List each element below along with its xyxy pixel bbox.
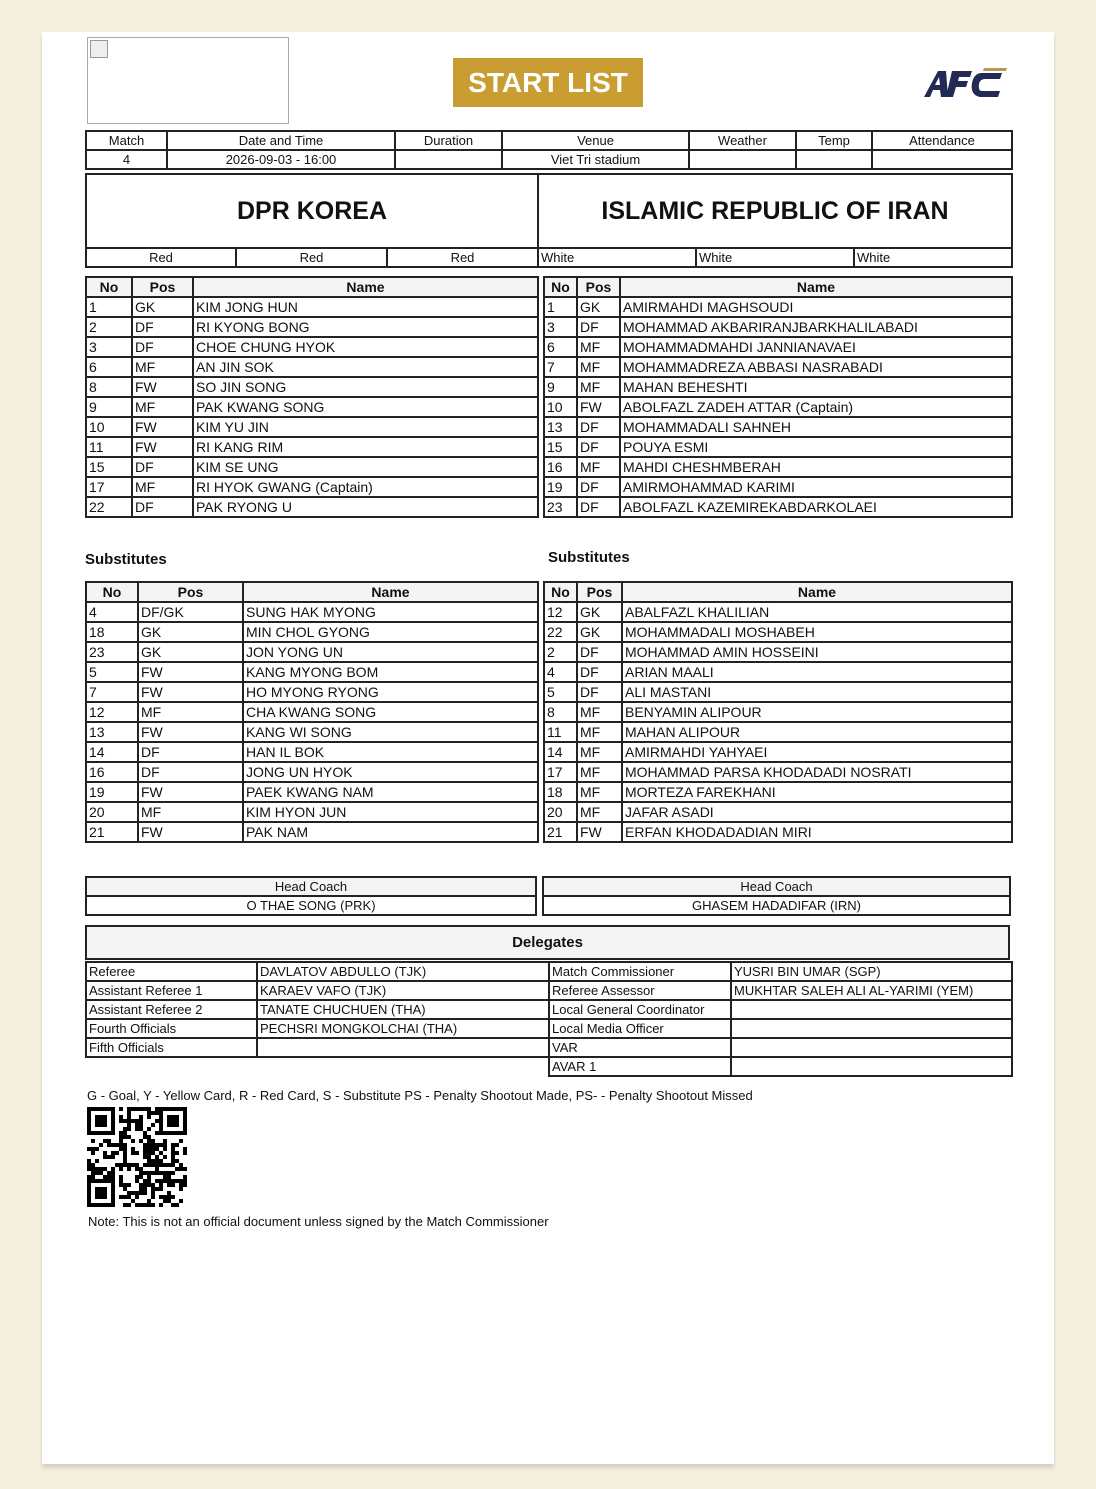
delegate-row xyxy=(86,1019,549,1038)
player-name: AN JIN SOK xyxy=(193,357,538,377)
player-name: KANG MYONG BOM xyxy=(243,662,538,682)
player-name: MOHAMMADALI SAHNEH xyxy=(620,417,1012,437)
col-name: Name xyxy=(243,582,538,602)
player-row xyxy=(86,337,538,357)
player-position: GK xyxy=(138,622,243,642)
player-number: 8 xyxy=(544,702,577,722)
delegate-name: TANATE CHUCHUEN (THA) xyxy=(257,1000,549,1019)
delegate-role: VAR xyxy=(549,1038,731,1057)
header-duration: Duration xyxy=(395,131,502,150)
match-info-value-row xyxy=(86,150,1012,169)
player-name: MOHAMMAD AMIN HOSSEINI xyxy=(622,642,1012,662)
delegate-role: Fourth Officials xyxy=(86,1019,257,1038)
delegate-role: Local Media Officer xyxy=(549,1019,731,1038)
player-name: JAFAR ASADI xyxy=(622,802,1012,822)
player-name: AMIRMAHDI YAHYAEI xyxy=(622,742,1012,762)
delegate-role: Referee xyxy=(86,962,257,981)
player-position: MF xyxy=(577,457,620,477)
player-number: 10 xyxy=(544,397,577,417)
match-attendance xyxy=(872,150,1012,169)
header-weather: Weather xyxy=(689,131,796,150)
player-number: 8 xyxy=(86,377,132,397)
player-row xyxy=(86,497,538,517)
player-name: RI KANG RIM xyxy=(193,437,538,457)
match-venue: Viet Tri stadium xyxy=(502,150,689,169)
player-position: MF xyxy=(577,357,620,377)
delegate-row xyxy=(86,1038,549,1057)
player-name: PAEK KWANG NAM xyxy=(243,782,538,802)
player-position: DF xyxy=(132,337,193,357)
player-position: DF xyxy=(138,742,243,762)
player-row xyxy=(544,622,1012,642)
player-number: 18 xyxy=(86,622,138,642)
away-substitutes-label: Substitutes xyxy=(548,549,630,566)
player-number: 15 xyxy=(544,437,577,457)
player-position: DF xyxy=(577,417,620,437)
player-name: MAHAN BEHESHTI xyxy=(620,377,1012,397)
player-number: 3 xyxy=(86,337,132,357)
player-position: FW xyxy=(132,377,193,397)
player-name: MOHAMMADALI MOSHABEH xyxy=(622,622,1012,642)
player-name: HO MYONG RYONG xyxy=(243,682,538,702)
player-name: ERFAN KHODADADIAN MIRI xyxy=(622,822,1012,842)
player-name: PAK RYONG U xyxy=(193,497,538,517)
player-number: 20 xyxy=(544,802,577,822)
player-number: 12 xyxy=(86,702,138,722)
player-name: CHA KWANG SONG xyxy=(243,702,538,722)
player-name: BENYAMIN ALIPOUR xyxy=(622,702,1012,722)
player-name: HAN IL BOK xyxy=(243,742,538,762)
delegate-name: KARAEV VAFO (TJK) xyxy=(257,981,549,1000)
player-position: MF xyxy=(132,397,193,417)
match-duration xyxy=(395,150,502,169)
player-number: 1 xyxy=(544,297,577,317)
player-number: 11 xyxy=(86,437,132,457)
player-name: MOHAMMAD AKBARIRANJBARKHALILABADI xyxy=(620,317,1012,337)
player-number: 5 xyxy=(86,662,138,682)
player-position: GK xyxy=(577,602,622,622)
team-names-table xyxy=(85,173,1013,249)
player-position: GK xyxy=(132,297,193,317)
player-number: 7 xyxy=(86,682,138,702)
player-row xyxy=(86,297,538,317)
header-venue: Venue xyxy=(502,131,689,150)
player-name: PAK KWANG SONG xyxy=(193,397,538,417)
player-position: FW xyxy=(577,397,620,417)
player-number: 5 xyxy=(544,682,577,702)
delegate-row xyxy=(549,962,1012,981)
delegate-name: DAVLATOV ABDULLO (TJK) xyxy=(257,962,549,981)
match-number: 4 xyxy=(86,150,167,169)
home-socks-color: Red xyxy=(387,248,538,267)
player-name: ALI MASTANI xyxy=(622,682,1012,702)
col-name: Name xyxy=(193,277,538,297)
start-list-document xyxy=(42,32,1054,1464)
header-attendance: Attendance xyxy=(872,131,1012,150)
player-row xyxy=(86,417,538,437)
delegate-name xyxy=(731,1057,1012,1076)
player-name: KIM HYON JUN xyxy=(243,802,538,822)
player-name: ABOLFAZL ZADEH ATTAR (Captain) xyxy=(620,397,1012,417)
player-position: FW xyxy=(138,682,243,702)
col-no: No xyxy=(86,277,132,297)
player-row xyxy=(86,602,538,622)
player-row xyxy=(544,682,1012,702)
player-number: 7 xyxy=(544,357,577,377)
player-name: MORTEZA FAREKHANI xyxy=(622,782,1012,802)
player-position: GK xyxy=(577,622,622,642)
player-position: FW xyxy=(577,822,622,842)
away-team-name: ISLAMIC REPUBLIC OF IRAN xyxy=(538,174,1012,248)
player-name: KIM SE UNG xyxy=(193,457,538,477)
player-position: MF xyxy=(577,702,622,722)
away-head-coach-name: GHASEM HADADIFAR (IRN) xyxy=(543,896,1010,915)
player-row xyxy=(86,762,538,782)
delegate-name xyxy=(257,1038,549,1057)
player-number: 17 xyxy=(544,762,577,782)
col-pos: Pos xyxy=(577,582,622,602)
player-name: PAK NAM xyxy=(243,822,538,842)
player-number: 18 xyxy=(544,782,577,802)
player-row xyxy=(544,742,1012,762)
player-number: 21 xyxy=(544,822,577,842)
player-name: SO JIN SONG xyxy=(193,377,538,397)
player-position: GK xyxy=(577,297,620,317)
home-head-coach-name: O THAE SONG (PRK) xyxy=(86,896,536,915)
player-number: 4 xyxy=(544,662,577,682)
qr-code-icon xyxy=(87,1107,187,1207)
player-row xyxy=(86,477,538,497)
broken-image-icon xyxy=(90,40,108,58)
delegate-row xyxy=(86,1000,549,1019)
player-row xyxy=(86,397,538,417)
player-number: 19 xyxy=(86,782,138,802)
player-name: POUYA ESMI xyxy=(620,437,1012,457)
player-row xyxy=(544,702,1012,722)
player-position: DF xyxy=(577,682,622,702)
player-number: 17 xyxy=(86,477,132,497)
home-head-coach-label: Head Coach xyxy=(86,877,536,896)
away-starters-table xyxy=(543,276,1013,518)
player-position: GK xyxy=(138,642,243,662)
player-position: DF xyxy=(132,457,193,477)
header-date-time: Date and Time xyxy=(167,131,395,150)
player-name: SUNG HAK MYONG xyxy=(243,602,538,622)
player-name: MIN CHOL GYONG xyxy=(243,622,538,642)
delegate-name: MUKHTAR SALEH ALI AL-YARIMI (YEM) xyxy=(731,981,1012,1000)
player-row xyxy=(86,317,538,337)
player-position: MF xyxy=(132,357,193,377)
player-row xyxy=(86,377,538,397)
player-row xyxy=(544,497,1012,517)
player-number: 22 xyxy=(544,622,577,642)
player-row xyxy=(86,682,538,702)
away-socks-color: White xyxy=(854,248,1012,267)
player-position: MF xyxy=(577,762,622,782)
delegate-name xyxy=(731,1038,1012,1057)
player-number: 22 xyxy=(86,497,132,517)
player-row xyxy=(544,417,1012,437)
player-number: 19 xyxy=(544,477,577,497)
player-name: KIM JONG HUN xyxy=(193,297,538,317)
player-row xyxy=(86,722,538,742)
player-name: CHOE CHUNG HYOK xyxy=(193,337,538,357)
away-head-coach-table xyxy=(542,876,1011,916)
player-row xyxy=(544,437,1012,457)
home-shirt-color: Red xyxy=(86,248,236,267)
col-no: No xyxy=(544,582,577,602)
player-position: MF xyxy=(138,702,243,722)
player-number: 2 xyxy=(86,317,132,337)
player-row xyxy=(86,702,538,722)
header-match: Match xyxy=(86,131,167,150)
player-number: 21 xyxy=(86,822,138,842)
away-kit-colors xyxy=(537,247,1013,268)
match-info-header-row xyxy=(86,131,1012,150)
match-info-table xyxy=(85,130,1013,170)
col-no: No xyxy=(544,277,577,297)
player-number: 9 xyxy=(86,397,132,417)
home-substitutes-label: Substitutes xyxy=(85,551,167,568)
delegate-row xyxy=(549,981,1012,1000)
home-kit-colors xyxy=(85,247,539,268)
home-subs-table xyxy=(85,581,539,843)
player-row xyxy=(86,742,538,762)
player-number: 13 xyxy=(544,417,577,437)
player-position: DF/GK xyxy=(138,602,243,622)
player-row xyxy=(544,337,1012,357)
player-name: ABOLFAZL KAZEMIREKABDARKOLAEI xyxy=(620,497,1012,517)
player-position: MF xyxy=(132,477,193,497)
player-row xyxy=(544,297,1012,317)
player-number: 1 xyxy=(86,297,132,317)
player-row xyxy=(544,762,1012,782)
col-pos: Pos xyxy=(138,582,243,602)
card-legend: G - Goal, Y - Yellow Card, R - Red Card, S - Substitute PS - Penalty Shootout Made, PS- - Penalty Shootout Missed xyxy=(87,1088,753,1103)
col-name: Name xyxy=(622,582,1012,602)
player-position: FW xyxy=(138,822,243,842)
away-subs-table xyxy=(543,581,1013,843)
player-name: MAHDI CHESHMBERAH xyxy=(620,457,1012,477)
player-position: MF xyxy=(577,742,622,762)
player-name: ABALFAZL KHALILIAN xyxy=(622,602,1012,622)
delegate-row xyxy=(549,1000,1012,1019)
player-number: 14 xyxy=(86,742,138,762)
player-number: 16 xyxy=(544,457,577,477)
player-position: MF xyxy=(577,802,622,822)
player-number: 6 xyxy=(86,357,132,377)
player-row xyxy=(544,397,1012,417)
delegate-row xyxy=(549,1038,1012,1057)
away-head-coach-label: Head Coach xyxy=(543,877,1010,896)
player-row xyxy=(86,822,538,842)
player-number: 23 xyxy=(544,497,577,517)
col-pos: Pos xyxy=(577,277,620,297)
player-position: FW xyxy=(132,437,193,457)
player-position: MF xyxy=(577,377,620,397)
player-number: 13 xyxy=(86,722,138,742)
player-number: 16 xyxy=(86,762,138,782)
player-position: MF xyxy=(138,802,243,822)
player-number: 2 xyxy=(544,642,577,662)
player-row xyxy=(544,782,1012,802)
delegate-row xyxy=(86,962,549,981)
player-number: 10 xyxy=(86,417,132,437)
player-row xyxy=(544,602,1012,622)
player-name: MOHAMMAD PARSA KHODADADI NOSRATI xyxy=(622,762,1012,782)
player-position: DF xyxy=(138,762,243,782)
player-number: 11 xyxy=(544,722,577,742)
player-number: 9 xyxy=(544,377,577,397)
player-position: FW xyxy=(138,662,243,682)
afc-logo-icon xyxy=(922,65,1012,100)
player-position: FW xyxy=(138,782,243,802)
col-name: Name xyxy=(620,277,1012,297)
header-temp: Temp xyxy=(796,131,872,150)
page-title: START LIST xyxy=(453,58,643,107)
player-position: MF xyxy=(577,782,622,802)
match-date-time: 2026-09-03 - 16:00 xyxy=(167,150,395,169)
player-row xyxy=(86,802,538,822)
delegate-role: Assistant Referee 2 xyxy=(86,1000,257,1019)
delegate-role: Fifth Officials xyxy=(86,1038,257,1057)
delegate-row xyxy=(549,1057,1012,1076)
player-name: MOHAMMADREZA ABBASI NASRABADI xyxy=(620,357,1012,377)
player-row xyxy=(544,642,1012,662)
player-row xyxy=(544,802,1012,822)
player-name: KANG WI SONG xyxy=(243,722,538,742)
delegate-role: AVAR 1 xyxy=(549,1057,731,1076)
player-name: AMIRMOHAMMAD KARIMI xyxy=(620,477,1012,497)
player-position: DF xyxy=(132,497,193,517)
player-name: ARIAN MAALI xyxy=(622,662,1012,682)
delegate-role: Match Commissioner xyxy=(549,962,731,981)
player-row xyxy=(86,357,538,377)
player-name: AMIRMAHDI MAGHSOUDI xyxy=(620,297,1012,317)
player-number: 12 xyxy=(544,602,577,622)
player-name: MOHAMMADMAHDI JANNIANAVAEI xyxy=(620,337,1012,357)
player-name: RI HYOK GWANG (Captain) xyxy=(193,477,538,497)
player-row xyxy=(544,822,1012,842)
player-position: FW xyxy=(132,417,193,437)
col-pos: Pos xyxy=(132,277,193,297)
player-position: DF xyxy=(577,437,620,457)
player-row xyxy=(86,782,538,802)
player-name: JON YONG UN xyxy=(243,642,538,662)
delegate-name xyxy=(731,1019,1012,1038)
delegate-name: PECHSRI MONGKOLCHAI (THA) xyxy=(257,1019,549,1038)
delegates-left-table xyxy=(85,961,550,1058)
player-number: 6 xyxy=(544,337,577,357)
player-position: DF xyxy=(577,497,620,517)
player-number: 14 xyxy=(544,742,577,762)
player-number: 4 xyxy=(86,602,138,622)
player-number: 23 xyxy=(86,642,138,662)
player-position: DF xyxy=(132,317,193,337)
player-row xyxy=(544,377,1012,397)
player-row xyxy=(86,642,538,662)
player-row xyxy=(86,622,538,642)
player-name: KIM YU JIN xyxy=(193,417,538,437)
player-row xyxy=(544,722,1012,742)
home-team-name: DPR KOREA xyxy=(86,174,538,248)
delegate-name: YUSRI BIN UMAR (SGP) xyxy=(731,962,1012,981)
player-position: FW xyxy=(138,722,243,742)
home-shorts-color: Red xyxy=(236,248,387,267)
player-name: MAHAN ALIPOUR xyxy=(622,722,1012,742)
delegates-title: Delegates xyxy=(85,925,1010,960)
player-position: MF xyxy=(577,722,622,742)
delegate-row xyxy=(86,981,549,1000)
col-no: No xyxy=(86,582,138,602)
delegate-role: Assistant Referee 1 xyxy=(86,981,257,1000)
delegate-name xyxy=(731,1000,1012,1019)
away-shirt-color: White xyxy=(538,248,696,267)
delegate-role: Local General Coordinator xyxy=(549,1000,731,1019)
home-starters-table xyxy=(85,276,539,518)
home-head-coach-table xyxy=(85,876,537,916)
delegate-row xyxy=(549,1019,1012,1038)
match-temp xyxy=(796,150,872,169)
player-row xyxy=(544,662,1012,682)
player-name: RI KYONG BONG xyxy=(193,317,538,337)
delegates-right-table xyxy=(548,961,1013,1077)
player-number: 3 xyxy=(544,317,577,337)
player-number: 15 xyxy=(86,457,132,477)
official-document-note: Note: This is not an official document unless signed by the Match Commissioner xyxy=(88,1214,549,1229)
match-weather xyxy=(689,150,796,169)
player-row xyxy=(544,457,1012,477)
player-row xyxy=(544,357,1012,377)
player-row xyxy=(544,477,1012,497)
player-row xyxy=(86,457,538,477)
player-name: JONG UN HYOK xyxy=(243,762,538,782)
player-position: DF xyxy=(577,477,620,497)
team-logo-placeholder xyxy=(87,37,289,124)
player-position: DF xyxy=(577,317,620,337)
player-row xyxy=(86,437,538,457)
player-position: MF xyxy=(577,337,620,357)
player-row xyxy=(86,662,538,682)
player-position: DF xyxy=(577,642,622,662)
away-shorts-color: White xyxy=(696,248,854,267)
player-number: 20 xyxy=(86,802,138,822)
player-position: DF xyxy=(577,662,622,682)
player-row xyxy=(544,317,1012,337)
delegate-role: Referee Assessor xyxy=(549,981,731,1000)
